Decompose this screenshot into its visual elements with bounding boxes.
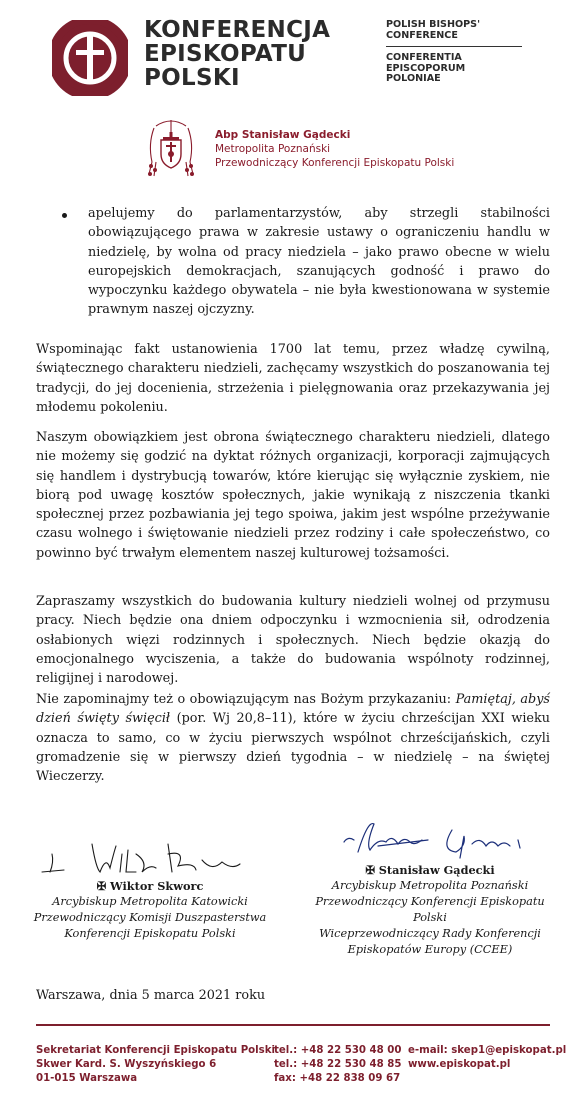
signatory-right-line-1: Arcybiskup Metropolita Poznański	[331, 879, 529, 892]
conference-name	[144, 18, 330, 90]
cross-emblem-icon	[52, 20, 128, 96]
footer-street: Skwer Kard. S. Wyszyńskiego 6	[36, 1059, 217, 1070]
archbishop-letterhead	[215, 128, 454, 170]
footer-phones	[274, 1044, 401, 1086]
latin-name-line-3: POLONIAE	[386, 73, 441, 84]
signatory-right-line-2: Przewodniczący Konferencji Episkopatu Polski	[315, 895, 545, 924]
paragraph-2: Naszym obowiązkiem jest obrona świątecznego charakteru niedzieli, dlatego nie możemy się godzić na dyktat różnych organizacji, korporacji zajmujących się handlem i dystrybucją towarów, które kierując się wyłącznie zyskiem, nie biorą pod uwagę kosztów społecznych, jakie wynikają z niszczenia tkanki społecznej przez pozbawiania jej tego spoiwa, jakim jest wspólne przeżywanie czasu wolnego i świętowanie niedzieli przez rodziny i całe społeczeństwo, co powinno być trwałym elementem naszej kulturowej tożsamości.	[36, 430, 550, 561]
english-name-line-2: CONFERENCE	[386, 29, 458, 41]
archbishop-title-2: Przewodniczący Konferencji Episkopatu Polski	[215, 157, 455, 169]
latin-name	[386, 53, 465, 85]
archbishop-title-1: Metropolita Poznański	[215, 143, 331, 155]
footer-tel-2: tel.: +48 22 530 48 85	[274, 1059, 402, 1070]
signature-block-right	[298, 862, 562, 958]
paragraph-4	[36, 690, 550, 786]
conference-logo	[52, 20, 128, 96]
english-name-line-1: POLISH BISHOPS'	[386, 19, 481, 30]
logo-line-3: POLSKI	[144, 65, 240, 91]
footer-address	[36, 1044, 275, 1086]
paragraph-4-intro: Nie zapominajmy też o obowiązującym nas Bożym przykazaniu:	[36, 692, 456, 707]
footer-divider	[36, 1024, 550, 1026]
coat-of-arms-icon	[146, 118, 196, 180]
signature-block-left	[20, 878, 280, 942]
signature-skworc	[36, 832, 256, 880]
signatory-left-line-1: Arcybiskup Metropolita Katowicki	[52, 895, 248, 908]
paragraph-4-rest: (por. Wj 20,8–11), które w życiu chrześcijan XXI wieku oznacza to samo, co w życiu pierwszych wspólnot chrześcijańskich, czyli gromadzenie się w pierwszy dzień tygodnia – w niedzielę – na świętej Wieczerzy.	[36, 711, 550, 785]
signature-gadecki	[340, 816, 530, 864]
footer-fax: fax: +48 22 838 09 67	[274, 1073, 401, 1084]
footer-tel-1: tel.: +48 22 530 48 00	[274, 1045, 402, 1056]
signatory-right-line-4: Episkopatów Europy (CCEE)	[347, 943, 513, 956]
commandment-quote: Pamiętaj, abyś dzień święty święcił	[36, 692, 550, 727]
footer-website-link[interactable]: www.episkopat.pl	[408, 1059, 511, 1070]
archbishop-name: Abp Stanisław Gądecki	[215, 129, 351, 141]
signatory-right-line-3: Wiceprzewodniczący Rady Konferencji	[319, 927, 541, 940]
footer-city: 01-015 Warszawa	[36, 1073, 138, 1084]
english-name	[386, 20, 480, 41]
bullet-paragraph: apelujemy do parlamentarzystów, aby strzegli stabilności obowiązującego prawa w zakresie ustawy o ograniczeniu handlu w niedzielę, by wolna od pracy niedziela – jako prawo obecne w wielu europejskich demokracjach, szanujących godność i prawo do wypoczynku każdego obywatela – nie była kwestionowana w systemie prawnym naszej ojczyzny.	[88, 206, 550, 318]
footer-contact	[408, 1044, 566, 1072]
signatory-left-line-2: Przewodniczący Komisji Duszpasterstwa	[33, 911, 267, 924]
name-divider	[386, 46, 522, 47]
bullet-icon	[62, 213, 67, 218]
footer-email-link[interactable]: e-mail: skep1@episkopat.pl	[408, 1045, 567, 1056]
logo-line-2: EPISKOPATU	[144, 41, 307, 67]
latin-name-line-1: CONFERENTIA	[386, 52, 462, 63]
signatory-name-right: ✠ Stanisław Gądecki	[365, 863, 495, 877]
footer-org: Sekretariat Konferencji Episkopatu Polski	[36, 1045, 276, 1056]
paragraph-3: Zapraszamy wszystkich do budowania kultury niedzieli wolnej od przymusu pracy. Niech będzie ona dniem odpoczynku i wzmocnienia sił, odrodzenia osłabionych więzi rodzinnych i społecznych. Niech będzie okazją do emocjonalnego wyciszenia, a także do budowania wspólnoty rodzinnej, religijnej i narodowej.	[36, 594, 550, 687]
paragraph-1: Wspominając fakt ustanowienia 1700 lat temu, przez władzę cywilną, świątecznego charakteru niedzieli, zachęcamy wszystkich do poszanowania tej tradycji, do jej docenienia, strzeżenia i pielęgnowania oraz przekazywania jej młodemu pokoleniu.	[36, 342, 550, 415]
signatory-left-line-3: Konferencji Episkopatu Polski	[64, 927, 236, 940]
logo-line-1: KONFERENCJA	[144, 17, 331, 43]
place-and-date: Warszawa, dnia 5 marca 2021 roku	[36, 988, 266, 1003]
signatory-name-left: ✠ Wiktor Skworc	[96, 879, 204, 893]
latin-name-line-2: EPISCOPORUM	[386, 62, 466, 74]
